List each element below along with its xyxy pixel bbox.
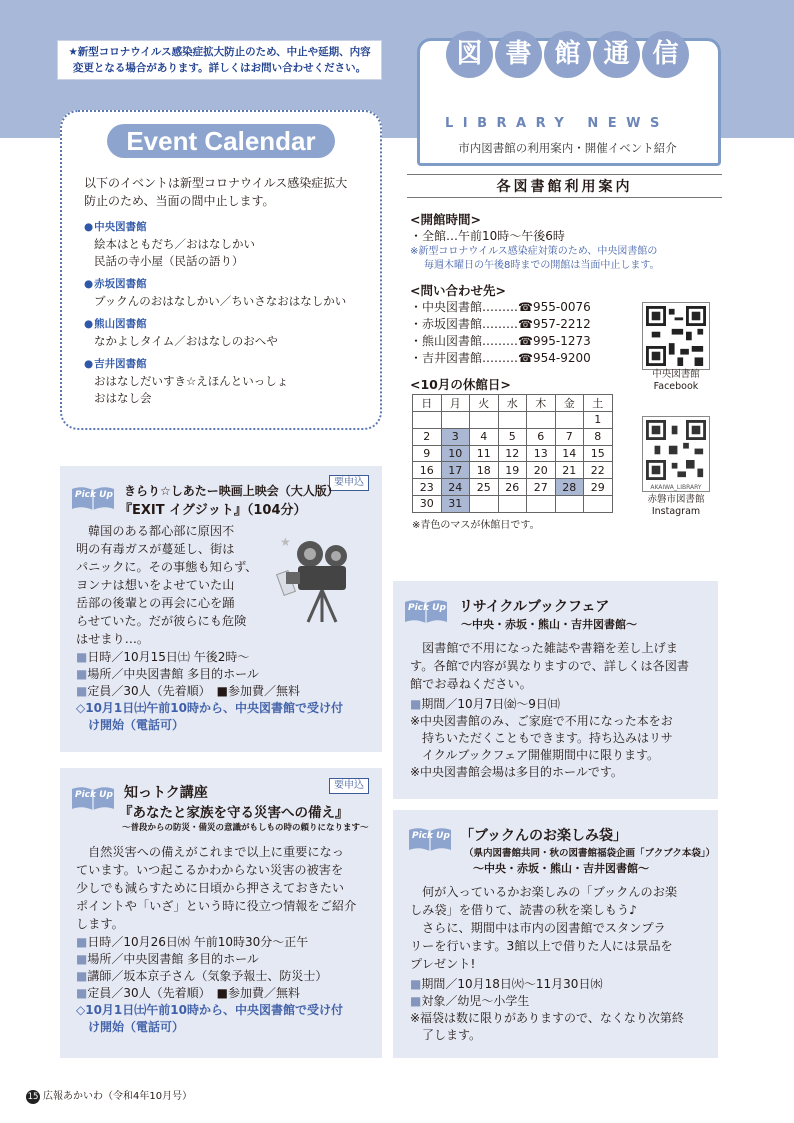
info-value: ／中央図書館 多目的ホール [111,952,259,966]
body-line: 明の有毒ガスが蔓延し、街は [76,542,235,556]
reservation-required-badge: 要申込 [329,475,369,491]
body-line: はせまり…。 [76,632,150,646]
body-line: 韓国のある都心部に原因不 [88,524,235,538]
event-item: おはなし会 [94,391,152,405]
calendar-day: 30 [413,495,442,512]
event-item: おはなしだいすき☆えほんといっしょ [94,374,289,388]
contact-tel: ☎955-0076 [518,300,591,314]
pickup-body [410,639,715,693]
hours-section [410,210,722,273]
calendar-day: 16 [413,462,442,479]
apply-info: ◇10月1日㈯午前10時から、中央図書館で受け付 [76,1003,343,1017]
qr-caption-line: 赤磐市図書館 [647,494,705,505]
calendar-day: 20 [527,462,556,479]
calendar-week-row [413,428,613,445]
contact-tel: ☎954-9200 [518,351,591,365]
library-name: ● 中央図書館 [84,218,374,236]
info-row: ■定員／30人（先着順） ■参加費／無料 [76,986,300,1000]
info-row: ■期間／10月18日㈫〜11月30日㈬ [410,977,603,991]
hours-note: 毎週木曜日の午後8時までの開館は当面中止します。 [424,260,660,271]
body-line: ています。いつ起こるかわからない災害の被害を [76,863,344,877]
closed-days-heading: <10月の休館日> [410,377,511,392]
pickup-title: 知っトク講座 [124,785,208,801]
contact-tel: ☎995-1273 [518,334,591,348]
calendar-day: 15 [584,445,613,462]
pickup-subtitle: 〜中央・赤坂・熊山・吉井図書館〜 [461,618,637,631]
pickup-title: きらり☆しあたー映画上映会（大人版） [124,484,339,498]
body-line: ポイントや「いざ」という時に役立つ情報をご紹介 [76,899,357,913]
contact-name: ・赤坂図書館……… [410,317,519,331]
body-line: プレゼント! [410,957,476,971]
calendar-day: 3 [441,428,470,445]
info-label: 日時 [87,650,112,664]
weekday-cell: 月 [441,395,470,412]
title-char: 館 [544,31,591,78]
info-label: 講師 [87,969,112,983]
notice-line: ★新型コロナウイルス感染症拡大防止のため、中止や延期、内容 [68,46,371,58]
pickup-subtitle: 〜中央・赤坂・熊山・吉井図書館〜 [473,862,649,875]
calendar-week-row [413,445,613,462]
page-number: 15 [27,1092,39,1102]
info-label: 場所 [87,952,112,966]
body-line: ヨンナは想いをよせていた山 [76,578,235,592]
calendar-day [555,495,584,512]
qr-caption [636,494,716,518]
film-projector-icon [276,534,364,624]
note-line: 持ちいただくこともできます。持ち込みはリサ [422,731,673,745]
note-line: ※中央図書館のみ、ご家庭で不用になった本をお [410,714,673,728]
qr-caption [636,369,716,393]
weekday-cell: 日 [413,395,442,412]
pickup-info [76,934,376,1036]
apply-info: ◇10月1日㈯午前10時から、中央図書館で受け付 [76,701,343,715]
weekday-cell: 火 [470,395,499,412]
calendar-day: 23 [413,479,442,496]
apply-info: け開始（電話可） [88,1020,185,1034]
info-label: 場所 [87,667,112,681]
contact-name: ・吉井図書館……… [410,351,519,365]
calendar-day: 28 [555,479,584,496]
instagram-qr-code[interactable] [642,416,710,492]
calendar-day: 25 [470,479,499,496]
calendar-day: 13 [527,445,556,462]
divider [407,197,722,198]
pickup-badge-text: Pick Up [75,490,113,500]
calendar-day: 18 [470,462,499,479]
body-line: します。 [76,917,124,931]
body-line: さらに、期間中は市内の図書館でスタンプラ [422,921,666,935]
info-row: ■場所／中央図書館 多目的ホール [76,667,259,681]
info-label: 対象 [421,994,446,1008]
event-item: なかよしタイム／おはなしのおへや [94,334,278,348]
contact-heading: <問い合わせ先> [410,283,506,298]
info-value: ／30人（先着順） ■参加費／無料 [111,684,300,698]
event-calendar-title: Event Calendar [107,124,335,158]
qr-handle: AKAIWA_LIBRARY [650,484,702,491]
contact-row [410,316,640,333]
calendar-day [527,412,556,429]
event-item: 絵本はともだち／おはなしかい [94,237,255,251]
body-line: 館でお尋ねください。 [410,677,532,691]
pickup-title: 「ブックんのお楽しみ袋」 [460,828,628,844]
film-title: 『EXIT イグジット』（104分） [119,503,307,518]
info-value: ／10月15日㈯ 午後2時〜 [111,650,250,664]
info-row: ■場所／中央図書館 多目的ホール [76,952,259,966]
info-row: ■日時／10月15日㈯ 午後2時〜 [76,650,250,664]
body-line: 自然災害への備えがこれまで以上に重要になっ [88,845,344,859]
calendar-table [412,394,613,513]
qr-icon [646,420,706,480]
calendar-day: 12 [498,445,527,462]
pickup-info [410,976,715,1044]
calendar-week-row [413,479,613,496]
calendar-day: 2 [413,428,442,445]
weekday-cell: 水 [498,395,527,412]
lecture-subtitle: 〜普段からの防災・備災の意識がもしもの時の頼りになります〜 [122,823,369,833]
body-line: 図書館で不用になった雑誌や書籍を差し上げま [422,641,678,655]
contact-row [410,299,640,316]
contact-tel: ☎957-2212 [518,317,591,331]
event-calendar-body [84,174,374,407]
info-label: 日時 [87,935,112,949]
pickup-info [410,696,715,781]
pickup-body [76,843,376,933]
title-char: 信 [642,31,689,78]
info-value: ／10月18日㈫〜11月30日㈬ [445,977,603,991]
divider [407,174,722,175]
calendar-day: 31 [441,495,470,512]
info-row: ■期間／10月7日㈮〜9日㈰ [410,697,560,711]
calendar-week-row [413,495,613,512]
contact-row [410,333,640,350]
info-value: ／幼児〜小学生 [445,994,530,1008]
calendar-day: 29 [584,479,613,496]
closed-calendar [412,394,613,513]
weekday-cell: 土 [584,395,613,412]
calendar-day: 5 [498,428,527,445]
calendar-day: 9 [413,445,442,462]
note-line: ※福袋は数に限りがありますので、なくなり次第終 [410,1011,684,1025]
info-value: ／坂本京子さん（気象予報士、防災士） [111,969,328,983]
pickup-info [76,649,376,734]
qr-caption-line: Instagram [651,506,701,517]
qr-caption-line: 中央図書館 [652,369,700,380]
info-row: ■講師／坂本京子さん（気象予報士、防災士） [76,969,328,983]
info-label: 期間 [421,977,446,991]
calendar-day [584,495,613,512]
pickup-title: リサイクルブックフェア [459,599,610,615]
info-value: 期間／10月7日㈮〜9日㈰ [421,697,560,711]
note-line: 了します。 [422,1028,482,1042]
calendar-day: 4 [470,428,499,445]
notice-line: 変更となる場合があります。詳しくはお問い合わせください。 [72,62,367,74]
body-line: しみ袋」を借りて、読書の秋を楽しもう♪ [410,903,637,917]
note-line: イクルブックフェア開催期間中に限ります。 [422,748,660,762]
lecture-title: 『あなたと家族を守る災害への備え』 [119,805,349,821]
body-line: リーを行います。3館以上で借りた人には景品を [410,939,673,953]
projector-illustration [276,534,364,628]
calendar-day: 22 [584,462,613,479]
info-row: ■対象／幼児〜小学生 [410,994,530,1008]
library-name: ● 赤坂図書館 [84,275,374,293]
calendar-day [498,495,527,512]
pickup-body [410,883,715,973]
calendar-week-row [413,412,613,429]
body-line: 岳部の後輩との再会に心を踊 [76,596,235,610]
calendar-day: 17 [441,462,470,479]
info-label: 定員 [87,684,112,698]
event-item: ブックんのおはなしかい／ちいさなおはなしかい [94,294,347,308]
calendar-day [527,495,556,512]
title-char: 書 [495,31,542,78]
calendar-day [470,495,499,512]
info-row: ■日時／10月26日㈬ 午前10時30分〜正午 [76,935,309,949]
hours-text: ・全館…午前10時〜午後6時 [410,229,565,243]
qr-icon [646,306,706,366]
event-item: 民話の寺小屋（民話の語り） [94,254,244,268]
library-news-en: LIBRARY NEWS [445,116,669,131]
calendar-week-row [413,462,613,479]
info-value: ／10月26日㈬ 午前10時30分〜正午 [111,935,309,949]
calendar-day: 1 [584,412,613,429]
body-line: す。各館で内容が異なりますので、詳しくは各図書 [410,659,690,673]
contact-name: ・熊山図書館……… [410,334,519,348]
facebook-qr-code[interactable] [642,302,710,370]
calendar-weekday-row [413,395,613,412]
apply-info: け開始（電話可） [88,718,185,732]
calendar-day [441,412,470,429]
calendar-day: 11 [470,445,499,462]
calendar-day [470,412,499,429]
contact-row [410,350,640,367]
calendar-day: 8 [584,428,613,445]
closed-note: ※青色のマスが休館日です。 [412,520,540,531]
calendar-day: 21 [555,462,584,479]
library-name: ● 熊山図書館 [84,315,374,333]
calendar-day: 6 [527,428,556,445]
calendar-day: 10 [441,445,470,462]
body-line: 少しでも減らすために日頃から押さえておきたい [76,881,345,895]
info-label: 定員 [87,986,112,1000]
pickup-badge-text: Pick Up [75,790,113,800]
note-line: ※中央図書館会場は多目的ホールです。 [410,765,623,779]
calendar-day: 24 [441,479,470,496]
body-line: パニックに。その事態も知らず、 [76,560,258,574]
calendar-day: 19 [498,462,527,479]
pickup-body [76,522,281,648]
guide-title: 各図書館利用案内 [496,179,633,195]
qr-caption-line: Facebook [653,381,699,392]
notice-box [57,40,382,80]
info-row: ■定員／30人（先着順） ■参加費／無料 [76,684,300,698]
calendar-day [413,412,442,429]
hours-note: ※新型コロナウイルス感染症対策のため、中央図書館の [410,246,658,257]
page-footer [26,1087,192,1104]
calendar-day: 7 [555,428,584,445]
header-subtitle: 市内図書館の利用案内・開催イベント紹介 [458,141,677,155]
body-line: らせていた。だが彼らにも危険 [76,614,247,628]
calendar-day: 14 [555,445,584,462]
title-char: 通 [593,31,640,78]
reservation-required-badge: 要申込 [329,778,369,794]
title-char: 図 [446,31,493,78]
calendar-day [498,412,527,429]
calendar-day: 26 [498,479,527,496]
body-line: 何が入っているかお楽しみの「ブックんのお楽 [422,885,678,899]
pickup-badge-text: Pick Up [412,831,450,841]
publication-name: 広報あかいわ（令和4年10月号） [43,1091,193,1102]
pickup-subtitle: （県内図書館共同・秋の図書館福袋企画「ブクブク本袋」） [464,848,716,859]
info-value: ／中央図書館 多目的ホール [111,667,259,681]
contact-name: ・中央図書館……… [410,300,519,314]
info-value: ／30人（先着順） ■参加費／無料 [111,986,300,1000]
contact-section [410,281,640,367]
pickup-badge-text: Pick Up [408,603,446,613]
intro-line: 以下のイベントは新型コロナウイルス感染症拡大 [84,176,348,190]
library-name: ● 吉井図書館 [84,355,374,373]
svg-text:★: ★ [280,535,291,549]
weekday-cell: 金 [555,395,584,412]
calendar-day [555,412,584,429]
weekday-cell: 木 [527,395,556,412]
hours-heading: <開館時間> [410,212,481,227]
calendar-day: 27 [527,479,556,496]
intro-line: 防止のため、当面の間中止します。 [84,194,275,208]
